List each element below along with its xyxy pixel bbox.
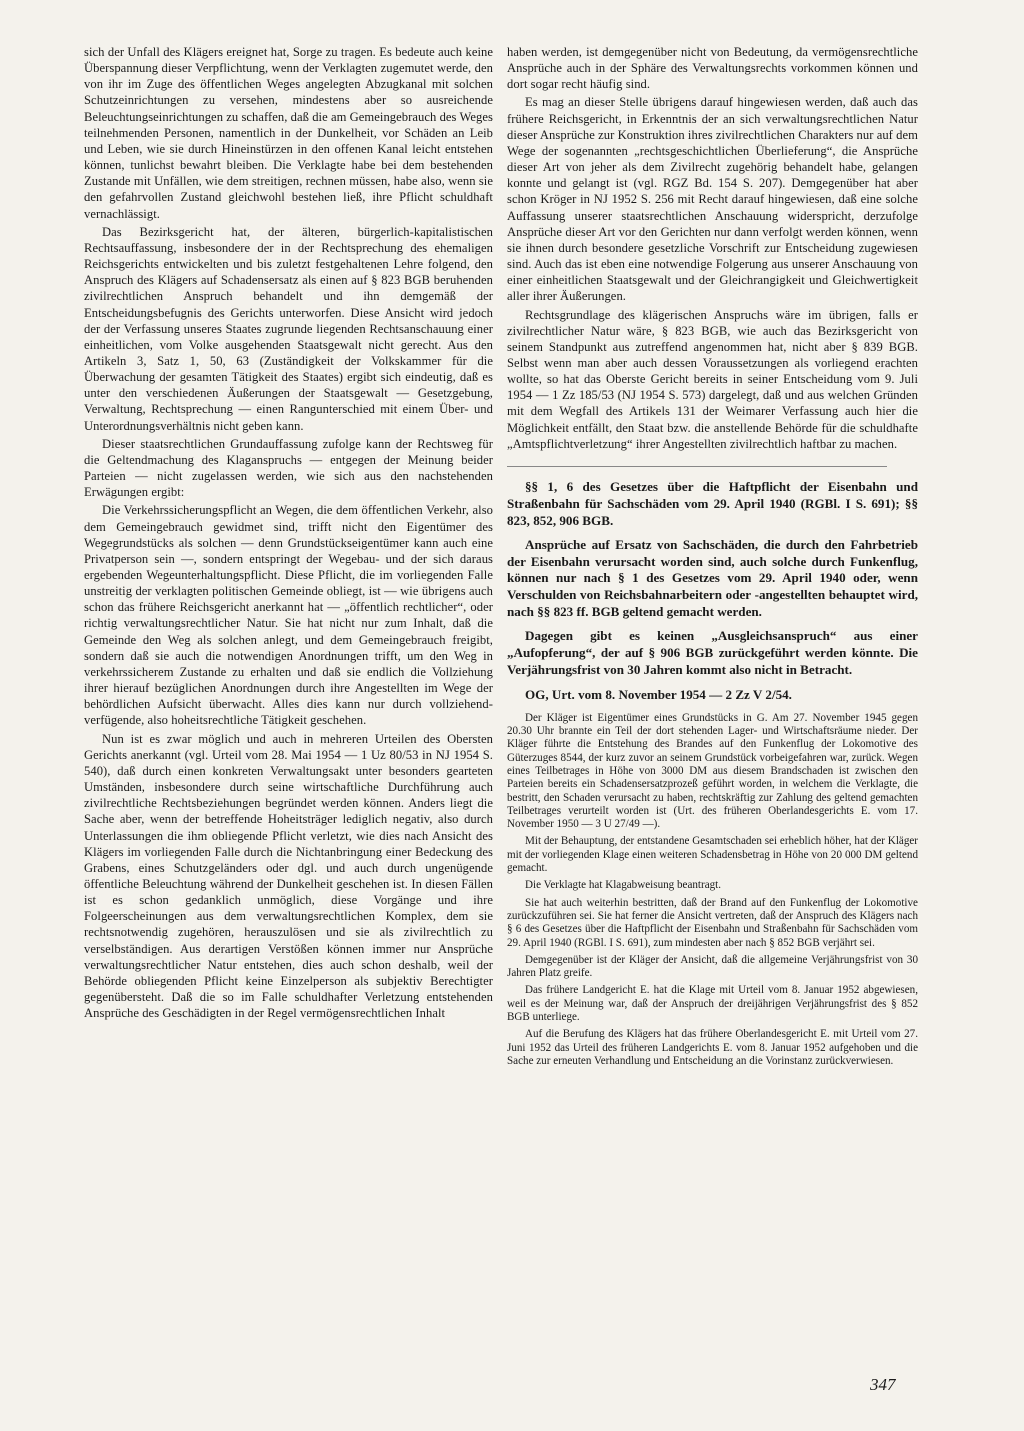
facts-paragraph: Der Kläger ist Eigentümer eines Grundstücks in G. Am 27. November 1945 gegen 20.30 Uhr brannte ein Teil der dort stehenden Lager- und Wirtschaftsräume nieder. Der Kläger führte die Entstehung des Brandes auf den Funkenflug der Lokomotive des Güterzuges 8544, der kurz zuvor an seinem Grundstück vorbeigefahren war, zurück. Wegen eines Teilbetrages in Höhe von 3000 DM aus diesem Brandschaden ist zwischen den Parteien bereits ein Schadensersatzprozeß geführt worden, in welchem die Verklagte, die bestritt, den Schaden verursacht zu haben, rechtskräftig zur Zahlung des geltend gemachten Teilbetrages verurteilt worden ist (Urt. des früheren Oberlandesgerichts E. vom 17. November 1950 — 3 U 27/49 —). bbox=[507, 711, 918, 831]
body-paragraph: Das Bezirksgericht hat, der älteren, bürgerlich-kapitalistischen Rechtsauffassung, insbesondere der in der Rechtsprechung des ehemaligen Reichsgerichts entwickelten und bis zuletzt festgehaltenen Lehre folgend, den Anspruch des Klägers auf Schadensersatz als einen auf § 823 BGB beruhenden zivilrechtlichen Anspruch behandelt und ihn demgemäß der Entscheidungsbefugnis des Gerichts unterworfen. Diese Ansicht wird jedoch der der Verfassung unseres Staates zugrunde liegenden Rechtsanschauung einer einheitlichen, vom Volke ausgehenden Staatsgewalt nicht gerecht. Aus den Artikeln 3, Satz 1, 50, 63 (Zuständigkeit der Volkskammer für die Überwachung der gesamten Tätigkeit des Staates) ergibt sich eindeutig, daß es unter den verschiedenen Äußerungen der Staatsgewalt — Gesetzgebung, Verwaltung, Rechtsprechung — einen Rangunterschied mit einem Über- und Unterordnungsverhältnis nicht geben kann. bbox=[84, 224, 493, 433]
headnote bbox=[507, 479, 918, 679]
left-column bbox=[84, 44, 493, 1021]
headnote-paragraph: Dagegen gibt es keinen „Ausgleichsanspruch“ aus einer „Aufopferung“, der auf § 906 BGB zurückgeführt werden könnte. Die Verjährungsfrist von 30 Jahren kommt also nicht in Betracht. bbox=[507, 628, 918, 677]
body-paragraph: Dieser staatsrechtlichen Grundauffassung zufolge kann der Rechtsweg für die Geltendmachung des Klaganspruchs — entgegen der Meinung beider Parteien — nicht zugelassen werden, wie sich aus den nachstehenden Erwägungen ergibt: bbox=[84, 436, 493, 500]
headnote-paragraph: Ansprüche auf Ersatz von Sachschäden, die durch den Fahrbetrieb der Eisenbahn verursacht worden sind, auch solche durch Funkenflug, können nur nach § 1 des Gesetzes vom 29. April 1940 oder, wenn Verschulden von Reichsbahnarbeitern oder -angestellten behauptet wird, nach §§ 823 ff. BGB geltend gemacht werden. bbox=[507, 536, 918, 620]
statute-reference: §§ 1, 6 des Gesetzes über die Haftpflicht der Eisenbahn und Straßenbahn für Sachschäden vom 29. April 1940 (RGBl. I S. 691); §§ 823, 852, 906 BGB. bbox=[507, 478, 918, 528]
facts-paragraph: Sie hat auch weiterhin bestritten, daß der Brand auf den Funkenflug der Lokomotive zurückzuführen sei. Sie hat ferner die Ansicht vertreten, daß der Anspruch des Klägers nach § 6 des Gesetzes über die Haftpflicht der Eisenbahn und Straßenbahn für Sachschäden vom 29. April 1940 (RGBl. I S. 691), zum mindesten aber nach § 852 BGB verjährt sei. bbox=[507, 896, 918, 949]
body-paragraph: sich der Unfall des Klägers ereignet hat, Sorge zu tragen. Es bedeute auch keine Überspannung dieser Verpflichtung, wenn der Verklagten zugemutet werde, den von ihr im Zuge des öffentlichen Weges angelegten Abzugkanal mit solchen Schutzeinrichtungen zu versehen, mindestens aber so ausreichende Beleuchtungseinrichtungen zu schaffen, daß die am Gemeingebrauch des Weges teilnehmenden Personen, namentlich in der Dunkelheit, vor Schäden an Leib und Leben, wie sie durch Hineinstürzen in den offenen Kanal leicht entstehen können, tunlichst bewahrt bleiben. Die Verklagte habe bei dem bestehenden Zustande mit Unfällen, wie dem streitigen, rechnen müssen, habe also, wenn sie den gefahrvollen Zustand gleichwohl bestehen ließ, ihre Pflicht schuldhaft vernachlässigt. bbox=[84, 45, 493, 221]
body-paragraph: Die Verkehrssicherungspflicht an Wegen, die dem öffentlichen Verkehr, also dem Gemeingebrauch gewidmet sind, trifft nicht den Eigentümer des Wegegrundstücks als solchen — denn Grundstückseigentümer kann auch eine Privatperson sein —, sondern entspringt der Wegebau- und der sich daraus ergebenden Wegeunterhaltungspflicht. Diese Pflicht, die im vorliegenden Falle unstreitig der verklagten politischen Gemeinde obliegt, ist — wie übrigens auch schon das frühere Reichsgericht anerkannt hat — „öffentlich rechtlicher“, oder richtig verwaltungsrechtlicher Natur. Sie hat nicht nur zum Inhalt, daß die Gemeinde den Weg als solchen anlegt, und dem Gemeingebrauch freigibt, sondern daß sie auch die notwendigen Anordnungen trifft, um den Weg in verkehrssicherem Zustande zu erhalten und daß sie endlich die Vollziehung ihrer hierauf bezüglichen Anordnungen durch ihre Angestellten im Wege der behördlichen Aufsicht überwacht. Alles dies kann nur durch vollziehend-verfügende, also hoheitsrechtliche Tätigkeit geschehen. bbox=[84, 503, 493, 728]
body-paragraph: Nun ist es zwar möglich und auch in mehreren Urteilen des Obersten Gerichts anerkannt (vgl. Urteil vom 28. Mai 1954 — 1 Uz 80/53 in NJ 1954 S. 540), daß durch einen konkreten Verwaltungsakt unter besonders gearteten Umständen, insbesondere durch seine wirtschaftliche Durchführung auch zivilrechtliche Rechtsbeziehungen begründet werden können. Anders liegt die Sache aber, wenn der betreffende Hoheitsträger lediglich negativ, also durch Unterlassungen die ihm obliegende Pflicht verletzt, wie dies nach Ansicht des Klägers im vorliegenden Falle durch die Nichtanbringung einer Bedeckung des Grabens, eines Schutzgeländers oder dgl. und auch durch ungenügende öffentliche Beleuchtung während der Dunkelheit geschehen ist. In diesen Fällen ist es schon gedanklich unmöglich, diese Vorgänge und ihre Folgeerscheinungen aus dem verwaltungsrechtlichen Komplex, dem sie rechtsnotwendig zugehören, herauszulösen und sie als zivilrechtlich zu verselbständigen. Aus derartigen Verstößen können immer nur Ansprüche verwaltungsrechtlicher Natur entstehen, dies auch schon deshalb, weil der Behörde obliegenden Pflicht keine Einzelperson als subjektiv Berechtigter gegenübersteht. Daß die so im Falle schuldhafter Verletzung entstehenden Ansprüche des Geschädigten in der Regel vermögensrechtlichen Inhalt bbox=[84, 731, 493, 1021]
facts-paragraph: Die Verklagte hat Klagabweisung beantragt. bbox=[525, 879, 722, 892]
case-citation: OG, Urt. vom 8. November 1954 — 2 Zz V 2/54. bbox=[525, 686, 792, 702]
right-column bbox=[507, 44, 918, 1068]
body-paragraph: haben werden, ist demgegenüber nicht von Bedeutung, da vermögensrechtliche Ansprüche auch in der Sphäre des Verwaltungsrechts vorkommen können und dort sogar recht häufig sind. bbox=[507, 45, 918, 92]
facts-paragraph: Demgegenüber ist der Kläger der Ansicht, daß die allgemeine Verjährungsfrist von 30 Jahren Platz greife. bbox=[507, 953, 918, 980]
body-paragraph: Es mag an dieser Stelle übrigens darauf hingewiesen werden, daß auch das frühere Reichsgericht, in Erkenntnis der an sich verwaltungsrechtlichen Natur dieser Ansprüche zur Konstruktion ihres zivilrechtlichen Charakters nur auf dem Wege der sogenannten „rechtsgeschichtlichen Überlieferung“, die Ansprüche dieser Art von jeher als dem Zivilrecht zugehörig behandelt habe, gelangen konnte und gelangt ist (vgl. RGZ Bd. 154 S. 207). Demgegenüber hat aber schon Kröger in NJ 1952 S. 256 mit Recht darauf hingewiesen, daß eine solche Auffassung unserer staatsrechtlichen Anschauung widerspricht, derzufolge Ansprüche dieser Art vor den Gerichten nur dann verfolgt werden können, wenn sie ihnen durch besondere gesetzliche Vorschrift zur Entscheidung zugewiesen sind. Auch das ist eben eine notwendige Folgerung aus unserer Anschauung von einer einheitlichen Staatsgewalt und der Gleichrangigkeit und Gleichwertigkeit aller ihrer Äußerungen. bbox=[507, 95, 918, 304]
body-paragraph: Rechtsgrundlage des klägerischen Anspruchs wäre im übrigen, falls er zivilrechtlicher Natur wäre, § 823 BGB, wie auch das Bezirksgericht von seinem Standpunkt aus zutreffend angenommen hat, nicht aber § 839 BGB. Selbst wenn man aber auch dessen Voraussetzungen als vorliegend erachten wollte, so hat das Oberste Gericht bereits in seiner Entscheidung vom 9. Juli 1954 — 1 Zz 185/53 (NJ 1954 S. 573) dargelegt, daß und aus welchen Gründen mit dem Wegfall des Artikels 131 der Weimarer Verfassung auch hier die Möglichkeit entfällt, den Staat bzw. die anstellende Behörde für die schuldhafte „Amtspflichtverletzung“ ihrer Angestellten zivilrechtlich haftbar zu machen. bbox=[507, 307, 918, 451]
right-body-text bbox=[507, 44, 918, 452]
facts-paragraph: Das frühere Landgericht E. hat die Klage mit Urteil vom 8. Januar 1952 abgewiesen, weil es der Meinung war, daß der Anspruch der dreijährigen Verjährungsfrist des § 852 BGB unterliege. bbox=[507, 984, 918, 1024]
facts-paragraph: Mit der Behauptung, der entstandene Gesamtschaden sei erheblich höher, hat der Kläger mit der vorliegenden Klage einen weiteren Schadensbetrag in Höhe von 20 000 DM geltend gemacht. bbox=[507, 835, 918, 875]
facts-paragraph: Auf die Berufung des Klägers hat das frühere Oberlandesgericht E. mit Urteil vom 27. Juni 1952 das Urteil des früheren Landgerichts E. vom 8. Januar 1952 aufgehoben und die Sache zur erneuten Verhandlung und Entscheidung an die Vorinstanz zurückverwiesen. bbox=[507, 1028, 918, 1067]
page-number: 347 bbox=[870, 1375, 896, 1394]
case-facts bbox=[507, 712, 918, 1068]
section-divider bbox=[507, 466, 887, 467]
